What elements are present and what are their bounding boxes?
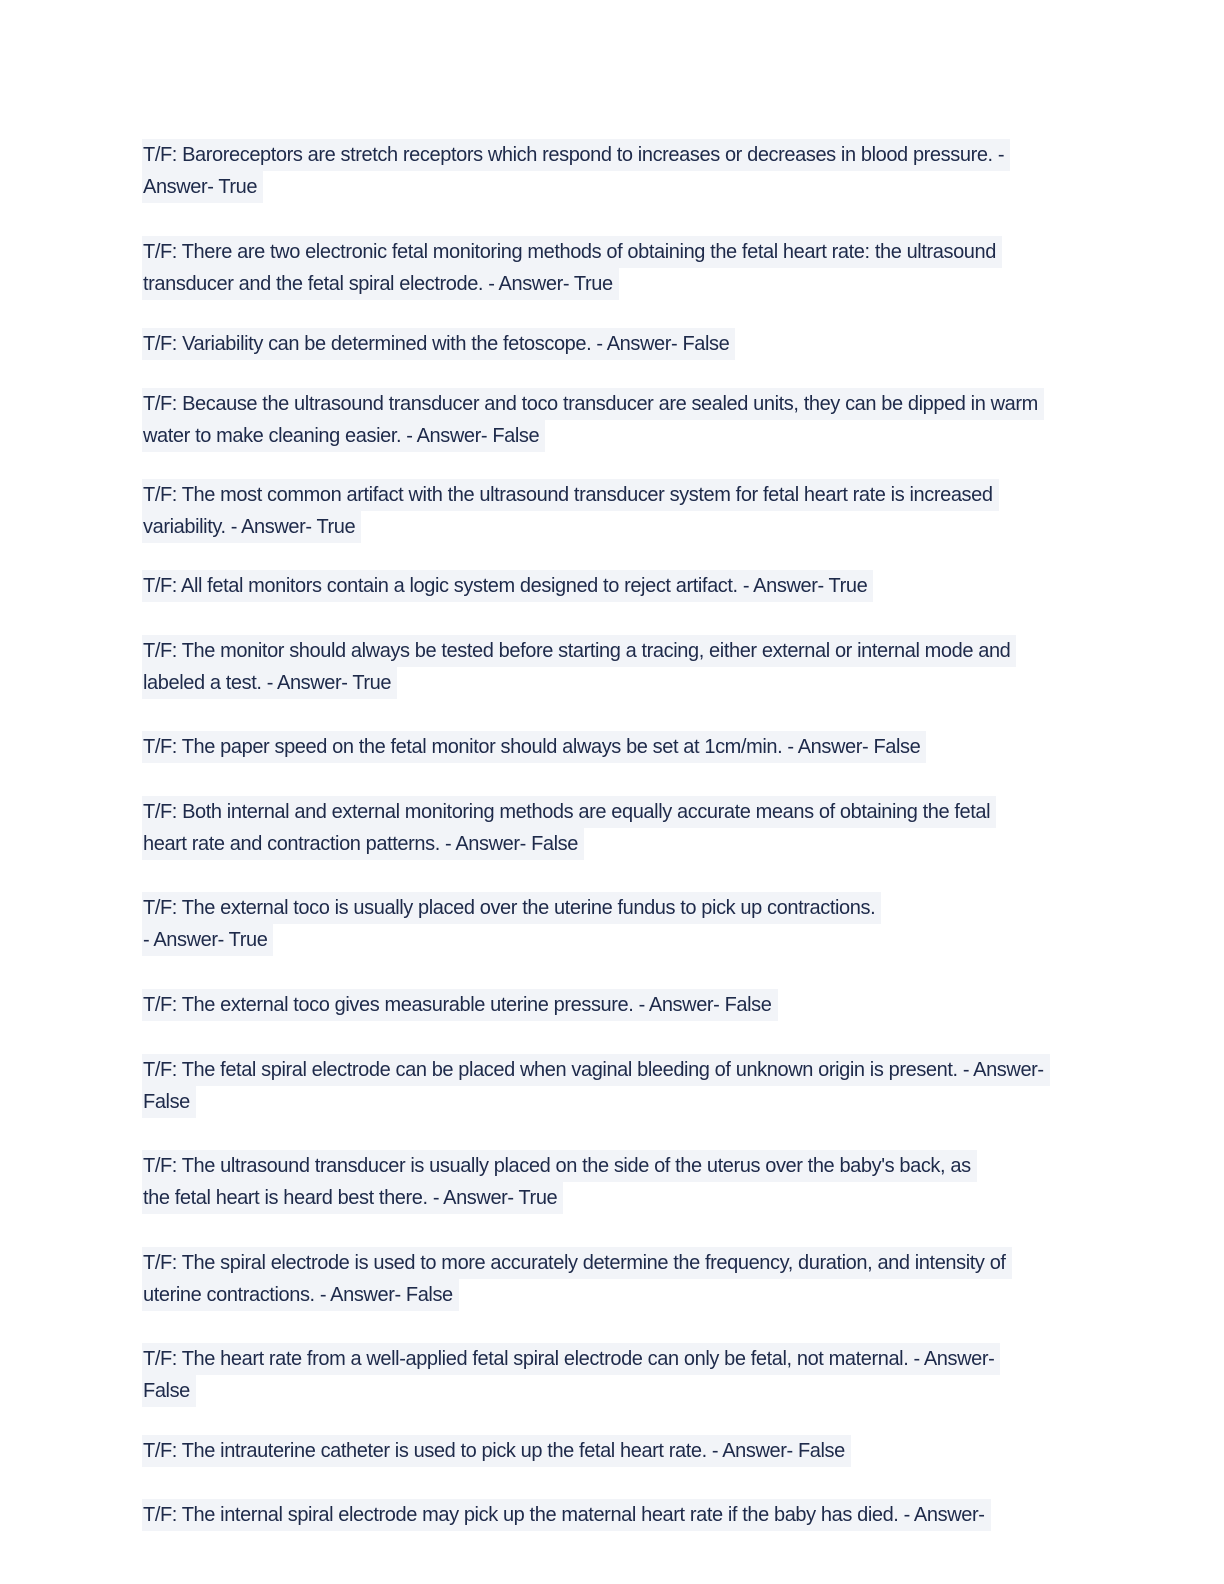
question-item	[142, 1150, 1092, 1214]
text-line: T/F: Variability can be determined with the fetoscope. - Answer- False	[142, 328, 735, 360]
text-line: the fetal heart is heard best there. - Answer- True	[142, 1182, 563, 1214]
text-line: T/F: The external toco is usually placed over the uterine fundus to pick up contractions.	[142, 892, 881, 924]
question-item	[142, 236, 1092, 300]
text-line: False	[142, 1086, 196, 1118]
question-item	[142, 1435, 1092, 1467]
text-line: False	[142, 1375, 196, 1407]
question-item	[142, 139, 1092, 203]
question-item	[142, 796, 1092, 860]
text-line: T/F: The intrauterine catheter is used to pick up the fetal heart rate. - Answer- False	[142, 1435, 851, 1467]
text-line: T/F: Baroreceptors are stretch receptors which respond to increases or decreases in blood pressure. -	[142, 139, 1010, 171]
text-line: T/F: The monitor should always be tested before starting a tracing, either external or internal mode and	[142, 635, 1016, 667]
question-item	[142, 388, 1092, 452]
text-line: T/F: The paper speed on the fetal monitor should always be set at 1cm/min. - Answer- False	[142, 731, 926, 763]
text-line: variability. - Answer- True	[142, 511, 361, 543]
text-line: T/F: Because the ultrasound transducer and toco transducer are sealed units, they can be dipped in warm	[142, 388, 1044, 420]
text-line: T/F: The fetal spiral electrode can be placed when vaginal bleeding of unknown origin is present. - Answer-	[142, 1054, 1050, 1086]
question-item	[142, 892, 1092, 956]
question-item	[142, 1247, 1092, 1311]
question-item	[142, 479, 1092, 543]
question-item	[142, 1343, 1092, 1407]
text-line: T/F: The internal spiral electrode may pick up the maternal heart rate if the baby has died. - Answer-	[142, 1499, 991, 1531]
text-line: labeled a test. - Answer- True	[142, 667, 397, 699]
question-item	[142, 1054, 1092, 1118]
text-line: T/F: All fetal monitors contain a logic system designed to reject artifact. - Answer- True	[142, 570, 873, 602]
text-line: T/F: The most common artifact with the ultrasound transducer system for fetal heart rate is increased	[142, 479, 999, 511]
text-line: T/F: The ultrasound transducer is usually placed on the side of the uterus over the baby's back, as	[142, 1150, 977, 1182]
text-line: T/F: The heart rate from a well-applied fetal spiral electrode can only be fetal, not maternal. - Answer-	[142, 1343, 1000, 1375]
text-line: T/F: There are two electronic fetal monitoring methods of obtaining the fetal heart rate: the ultrasound	[142, 236, 1002, 268]
question-item	[142, 570, 1092, 602]
text-line: T/F: The spiral electrode is used to more accurately determine the frequency, duration, and intensity of	[142, 1247, 1012, 1279]
text-line: water to make cleaning easier. - Answer- False	[142, 420, 545, 452]
text-line: T/F: Both internal and external monitoring methods are equally accurate means of obtaining the fetal	[142, 796, 996, 828]
text-line: uterine contractions. - Answer- False	[142, 1279, 459, 1311]
question-item	[142, 1499, 1092, 1531]
question-item	[142, 635, 1092, 699]
text-line: - Answer- True	[142, 924, 273, 956]
question-item	[142, 731, 1092, 763]
question-item	[142, 989, 1092, 1021]
text-line: transducer and the fetal spiral electrode. - Answer- True	[142, 268, 619, 300]
question-item	[142, 328, 1092, 360]
text-line: Answer- True	[142, 171, 263, 203]
text-line: heart rate and contraction patterns. - Answer- False	[142, 828, 584, 860]
text-line: T/F: The external toco gives measurable uterine pressure. - Answer- False	[142, 989, 778, 1021]
